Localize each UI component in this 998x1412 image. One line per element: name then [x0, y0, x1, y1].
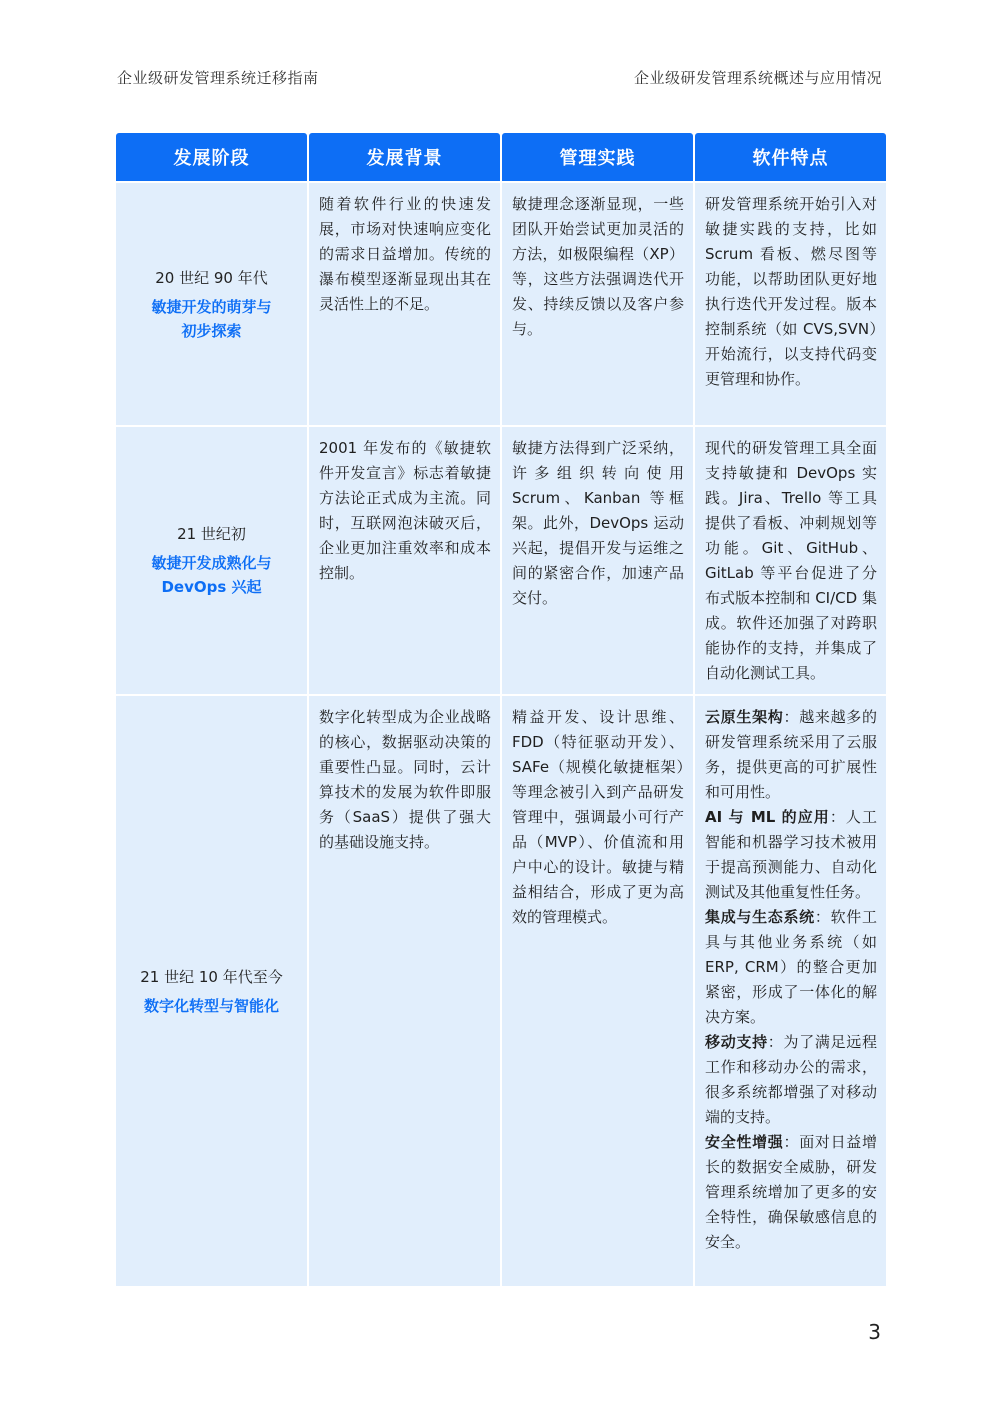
period-label: 21 世纪初 — [177, 525, 246, 543]
stage-name: 敏捷开发的萌芽与初步探索 — [151, 297, 272, 340]
column-header-features: 软件特点 — [695, 133, 886, 183]
feature-text: ：越来越多的研发管理系统采用了云服务，提供更高的可扩展性和可用性。 — [705, 708, 877, 801]
feature-text: ：为了满足远程工作和移动办公的需求，很多系统都增强了对移动端的支持。 — [705, 1033, 877, 1126]
feature-item — [705, 1030, 877, 1130]
feature-title: 移动支持 — [705, 1033, 768, 1051]
feature-item — [705, 1130, 877, 1255]
column-header-practice: 管理实践 — [502, 133, 693, 183]
features-cell: 研发管理系统开始引入对敏捷实践的支持，比如 Scrum 看板、燃尽图等功能，以帮助团队更好地执行迭代开发过程。版本控制系统（如 CVS,SVN）开始流行，以支持代码变更管理和协作。 — [695, 183, 886, 427]
table-header-row — [116, 133, 886, 183]
feature-item — [705, 705, 877, 805]
document-header-left: 企业级研发管理系统迁移指南 — [117, 69, 319, 87]
column-header-stage: 发展阶段 — [116, 133, 307, 183]
features-cell — [695, 696, 886, 1288]
practice-cell: 敏捷理念逐渐显现，一些团队开始尝试更加灵活的方法，如极限编程（XP）等，这些方法强调迭代开发、持续反馈以及客户参与。 — [502, 183, 693, 427]
page-number: 3 — [868, 1320, 881, 1344]
stage-cell — [116, 427, 307, 696]
document-header-right: 企业级研发管理系统概述与应用情况 — [633, 69, 882, 87]
column-header-background: 发展背景 — [309, 133, 500, 183]
feature-text: ：面对日益增长的数据安全威胁，研发管理系统增加了更多的安全特性，确保敏感信息的安全。 — [705, 1133, 877, 1251]
table-row — [116, 427, 886, 696]
practice-cell: 敏捷方法得到广泛采纳，许多组织转向使用 Scrum、Kanban 等框架。此外，DevOps 运动兴起，提倡开发与运维之间的紧密合作，加速产品交付。 — [502, 427, 693, 696]
background-cell: 数字化转型成为企业战略的核心，数据驱动决策的重要性凸显。同时，云计算技术的发展为软件即服务（SaaS）提供了强大的基础设施支持。 — [309, 696, 500, 1288]
features-cell: 现代的研发管理工具全面支持敏捷和 DevOps 实践。Jira、Trello 等工具提供了看板、冲刺规划等功能。Git、GitHub、GitLab 等平台促进了分布式版本控制和 CI/CD 集成。软件还加强了对跨职能协作的支持，并集成了自动化测试工具。 — [695, 427, 886, 696]
background-cell: 随着软件行业的快速发展，市场对快速响应变化的需求日益增加。传统的瀑布模型逐渐显现出其在灵活性上的不足。 — [309, 183, 500, 427]
practice-cell: 精益开发、设计思维、FDD（特征驱动开发）、SAFe（规模化敏捷框架）等理念被引入到产品研发管理中，强调最小可行产品（MVP）、价值流和用户中心的设计。敏捷与精益相结合，形成了更为高效的管理模式。 — [502, 696, 693, 1288]
stage-cell — [116, 696, 307, 1288]
period-label: 21 世纪 10 年代至今 — [140, 967, 283, 986]
feature-item — [705, 905, 877, 1030]
feature-text: ：人工智能和机器学习技术被用于提高预测能力、自动化测试及其他重复性任务。 — [705, 808, 877, 901]
table-row — [116, 183, 886, 427]
stage-name: 数字化转型与智能化 — [143, 996, 279, 1015]
development-stages-table — [114, 133, 888, 1288]
feature-title: 云原生架构 — [705, 708, 784, 726]
stage-name: 敏捷开发成熟化与 DevOps 兴起 — [151, 554, 272, 596]
feature-title: AI 与 ML 的应用 — [705, 808, 830, 826]
background-cell: 2001 年发布的《敏捷软件开发宣言》标志着敏捷方法论正式成为主流。同时，互联网泡沫破灭后，企业更加注重效率和成本控制。 — [309, 427, 500, 696]
feature-item — [705, 805, 877, 905]
feature-title: 安全性增强 — [705, 1133, 784, 1151]
feature-title: 集成与生态系统 — [705, 908, 815, 926]
period-label: 20 世纪 90 年代 — [155, 268, 268, 287]
table-row — [116, 696, 886, 1288]
feature-text: ：软件工具与其他业务系统（如ERP, CRM）的整合更加紧密，形成了一体化的解决方案。 — [705, 908, 877, 1026]
stage-cell — [116, 183, 307, 427]
